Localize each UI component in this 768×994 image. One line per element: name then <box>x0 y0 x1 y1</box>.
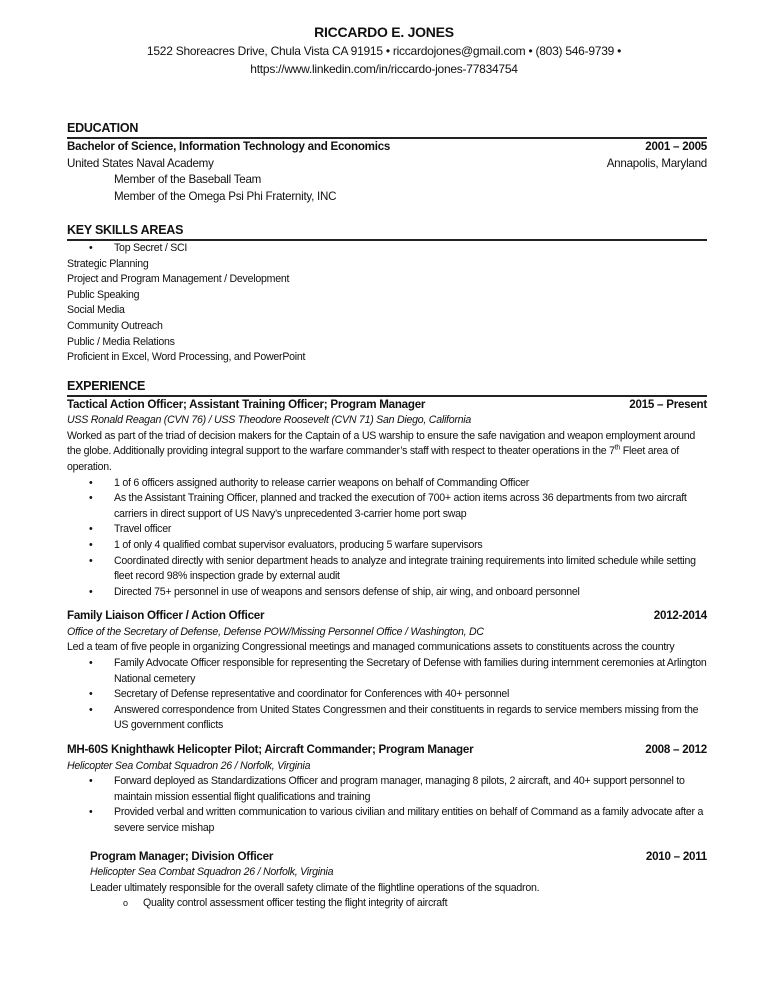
job-description: Worked as part of the triad of decision makers for the Captain of a US warship to ensure the safe navigation and weapon employment around the globe. Additionally providing integral support to the warfare commander’s staff with respect to theater operations in the 7th Fleet area of operation. <box>67 429 696 474</box>
skill-item: Proficient in Excel, Word Processing, and PowerPoint <box>67 351 306 364</box>
job-title: Tactical Action Officer; Assistant Training Officer; Program Manager <box>67 397 426 411</box>
job-description: Led a team of five people in organizing Congressional meetings and managed communications assets to constituents across the country <box>67 641 675 654</box>
job-bullet: • Provided verbal and written communication to various civilian and military entities on behalf of Command as a family advocate after a severe service mishap <box>89 806 704 834</box>
sub-bullet: o Quality control assessment officer testing the flight integrity of aircraft <box>123 897 448 910</box>
job-title: Program Manager; Division Officer <box>90 849 274 863</box>
education-section <box>67 120 707 205</box>
activity: Member of the Baseball Team <box>114 173 262 186</box>
candidate-name: RICCARDO E. JONES <box>314 24 454 40</box>
section-title: EDUCATION <box>67 120 707 139</box>
education-dates: 2001 – 2005 <box>645 140 707 153</box>
job-entry <box>67 608 707 734</box>
skill-item: Social Media <box>67 304 125 317</box>
job-description: Leader ultimately responsible for the overall safety climate of the flightline operations of the squadron. <box>90 881 540 894</box>
skill-item: Public / Media Relations <box>67 335 175 348</box>
job-bullet: • As the Assistant Training Officer, planned and tracked the execution of 700+ action items across 36 departments from two aircraft carriers in direct support of US Navy’s unprecedented 3-carrier home port swap <box>89 492 687 520</box>
school: United States Naval Academy <box>67 156 214 170</box>
job-bullet: • Forward deployed as Standardizations Officer and program manager, managing 8 pilots, 2 aircraft, and 40+ support personnel to maintain mission essential flight qualifications and training <box>89 775 685 803</box>
skill-item: Public Speaking <box>67 288 140 301</box>
job-title: MH-60S Knighthawk Helicopter Pilot; Aircraft Commander; Program Manager <box>67 743 474 757</box>
linkedin-url: https://www.linkedin.com/in/riccardo-jones-77834754 <box>250 62 518 76</box>
job-bullet: • Family Advocate Officer responsible for representing the Secretary of Defense with families during internment ceremonies at Arlington National cemetery <box>89 657 707 685</box>
school-location: Annapolis, Maryland <box>606 156 707 170</box>
job-bullet: • Coordinated directly with senior department heads to analyze and integrate training requirements into limited schedule while setting fleet record 98% inspection grade by external audit <box>89 554 696 583</box>
job-dates: 2012-2014 <box>653 609 707 623</box>
resume-header <box>0 22 768 78</box>
job-location: USS Ronald Reagan (CVN 76) / USS Theodore Roosevelt (CVN 71) San Diego, California <box>67 414 472 427</box>
contact-line: 1522 Shoreacres Drive, Chula Vista CA 91915 • riccardojones@gmail.com • (803) 546-9739 • <box>146 44 622 58</box>
skill-item: Community Outreach <box>67 319 163 332</box>
job-entry <box>67 849 707 912</box>
job-bullet: • Answered correspondence from United States Congressmen and their constituents in regards to service members missing from the US government conflicts <box>89 703 699 732</box>
job-bullet: • 1 of 6 officers assigned authority to release carrier weapons on behalf of Commanding Officer <box>89 476 530 489</box>
job-dates: 2008 – 2012 <box>645 743 707 757</box>
skill-item: Strategic Planning <box>67 257 149 270</box>
job-bullet: • Secretary of Defense representative and coordinator for Conferences with 40+ personnel <box>89 688 510 701</box>
degree: Bachelor of Science, Information Technology and Economics <box>67 140 391 153</box>
experience-section <box>67 378 707 912</box>
job-bullet: • 1 of only 4 qualified combat supervisor evaluators, producing 5 warfare supervisors <box>89 539 483 551</box>
section-title: KEY SKILLS AREAS <box>67 222 707 241</box>
section-title: EXPERIENCE <box>67 378 707 397</box>
job-dates: 2015 – Present <box>629 397 707 411</box>
job-entry <box>67 742 707 836</box>
job-location: Helicopter Sea Combat Squadron 26 / Norfolk, Virginia <box>67 759 311 772</box>
skill-item: Project and Program Management / Development <box>67 273 290 286</box>
job-location: Helicopter Sea Combat Squadron 26 / Norfolk, Virginia <box>90 866 334 878</box>
activity: Member of the Omega Psi Phi Fraternity, INC <box>114 189 337 203</box>
skills-section <box>67 222 707 366</box>
job-entry <box>67 397 707 601</box>
job-dates: 2010 – 2011 <box>645 849 707 863</box>
job-bullet: • Directed 75+ personnel in use of weapons and sensors defense of ship, air wing, and onboard personnel <box>89 585 580 598</box>
job-bullet: • Travel officer <box>89 523 172 536</box>
skill-bullet: • Top Secret / SCI <box>89 242 188 254</box>
job-title: Family Liaison Officer / Action Officer <box>67 609 265 623</box>
job-location: Office of the Secretary of Defense, Defense POW/Missing Personnel Office / Washington, DC <box>67 625 484 638</box>
